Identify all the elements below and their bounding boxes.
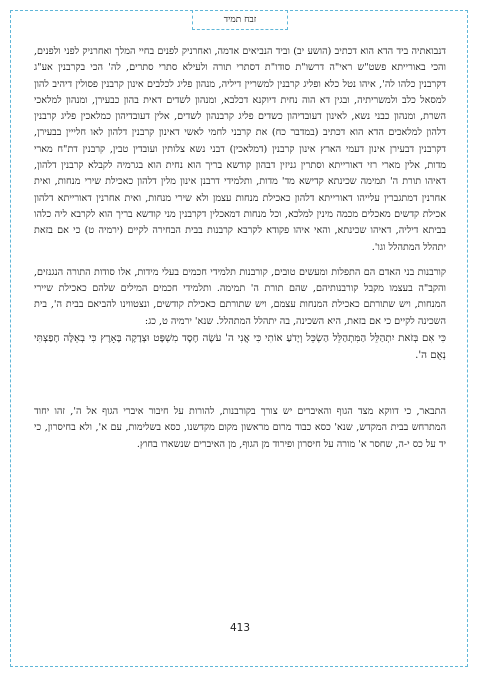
page-number: 413 (229, 622, 251, 634)
page-body (34, 44, 446, 453)
running-header (192, 10, 288, 30)
verse-quote: כִּי אִם בְּזֹאת יִתְהַלֵּל הַמִּתְהַלֵּל הַשְׂכֵּל וְיָדֹעַ אוֹתִי כִּי אֲנִי ה' עֹשֶׂה חֶסֶד מִשְׁפָּט וּצְדָקָה בָּאָרֶץ כִּי בְאֵלֶּה חָפַצְתִּי נְאֻם ה'. (34, 333, 446, 362)
paragraph-zohar: דנבואתיה ביד הדא הוא דכתיב (הושע יב) וביד הנביאים אדמה, ואחרניק לפנים בחיי המלך ואחרניק לפני ולפנים, והכי באורייתא פשט"ש ראי"ה דרשו"ת סודו"ת דסתרי תורה ולעילא סתרי סתרים, לה' הכי בקרבנין אע"ג דקרבנין כלהו לה', איהו נטל כלא ופליג קרבנין למשריין דיליה, מנהון פליג לכלבים אינון קרבנין פסולין דיהיב להון למסאל כלב ולמשריתיה, ובגין דא הוה נחית דיוקנא דכלבא, ומנהון לשדים דאית בהון כבעירן, ומנהון למלאכי השרת, ומנהון כבני נשא, לאינון דעובדיהון כשדים פליג קרבנהון לשדים, אלין דעובדיהון כמלאכין פליג קרבנין דלהון למלאכים הדא הוא דכתיב (במדבר כח) את קרבני לחמי לאשי דאינון קרבנין דלהון לאו חלייין בבעירן, דקרבנין דבעירן אינון דעמי הארץ אינון קרבנין (דמלאכין) דבני נשא צלותין ועובדין טבין, קרבנין דת"ח מארי מדות, אלין מארי רזי דאורייתא וסתרין גניזין דבהון קודשא בריך הוא נחית הוא בגרמיה לקבלא קרבנין דלהון, דאיהו תורת ה' תמימה שכינתא קדישא מד' מדות, ותלמידי דרבנן אינון מלין דלהון כאכילת שירי מנחות, ואית אחרנין דמתגברין עלייהו דאורייתא דלהון כאכילת מנחות עצמן ולא שירי מנחות, ואית אחרנין דאורייתא דלהון אכילת קדשים מאכלים מכמה מינין למלכא, וכל מנחות דמאכלין דקרבנין מני קודשא בריך הוא לקרבא ליה כלהו בביתא דיליה, דאיהו שכינתא, והאי איהו פקודא לקרבא קרבנות בבית הבחירה לקיים (ירמיה ט) כי אם בזאת יתהלל המתהלל וגו'. (34, 46, 446, 253)
paragraph-closing: התבאר, כי דווקא מצד הגוף והאיברים יש צורך בקורבנות, להורות על חיבור איברי הגוף אל ה', זהו יחוד המתרחש בבית המקדש, שנא' כסא כבוד מרום מראשון מקום מקדשנו, כסא בשלימות, עם א', ולא בחיסרון, כי יד על כס י-ה, שחסר א' מורה על חיסרון ופירוד מן הגוף, מן האיברים שנשארו בחוץ. (34, 406, 446, 450)
paragraph-explanation: קורבנות בני האדם הם התפלות ומעשים טובים, קורבנות תלמידי חכמים בעלי מידות, אלו סודות התורה הנגנזים, והקב"ה בעצמו מקבל קורבנותיהם, שהם תורת ה' תמימה. ותלמידי חכמים המילים שלהם כאכילת שיירי המנחות, ויש שתורתם כאכילת המנחות עצמם, ויש שתורתם כאכילת קודשים, ונצטווינו להביאם בבית ה', בית השכינה לקיים כי אם בזאת, היא השכינה, בה יתהלל המתהלל. שנא' ירמיה ט, כג: (34, 266, 446, 327)
header-title: זבח תמיד (223, 15, 257, 25)
